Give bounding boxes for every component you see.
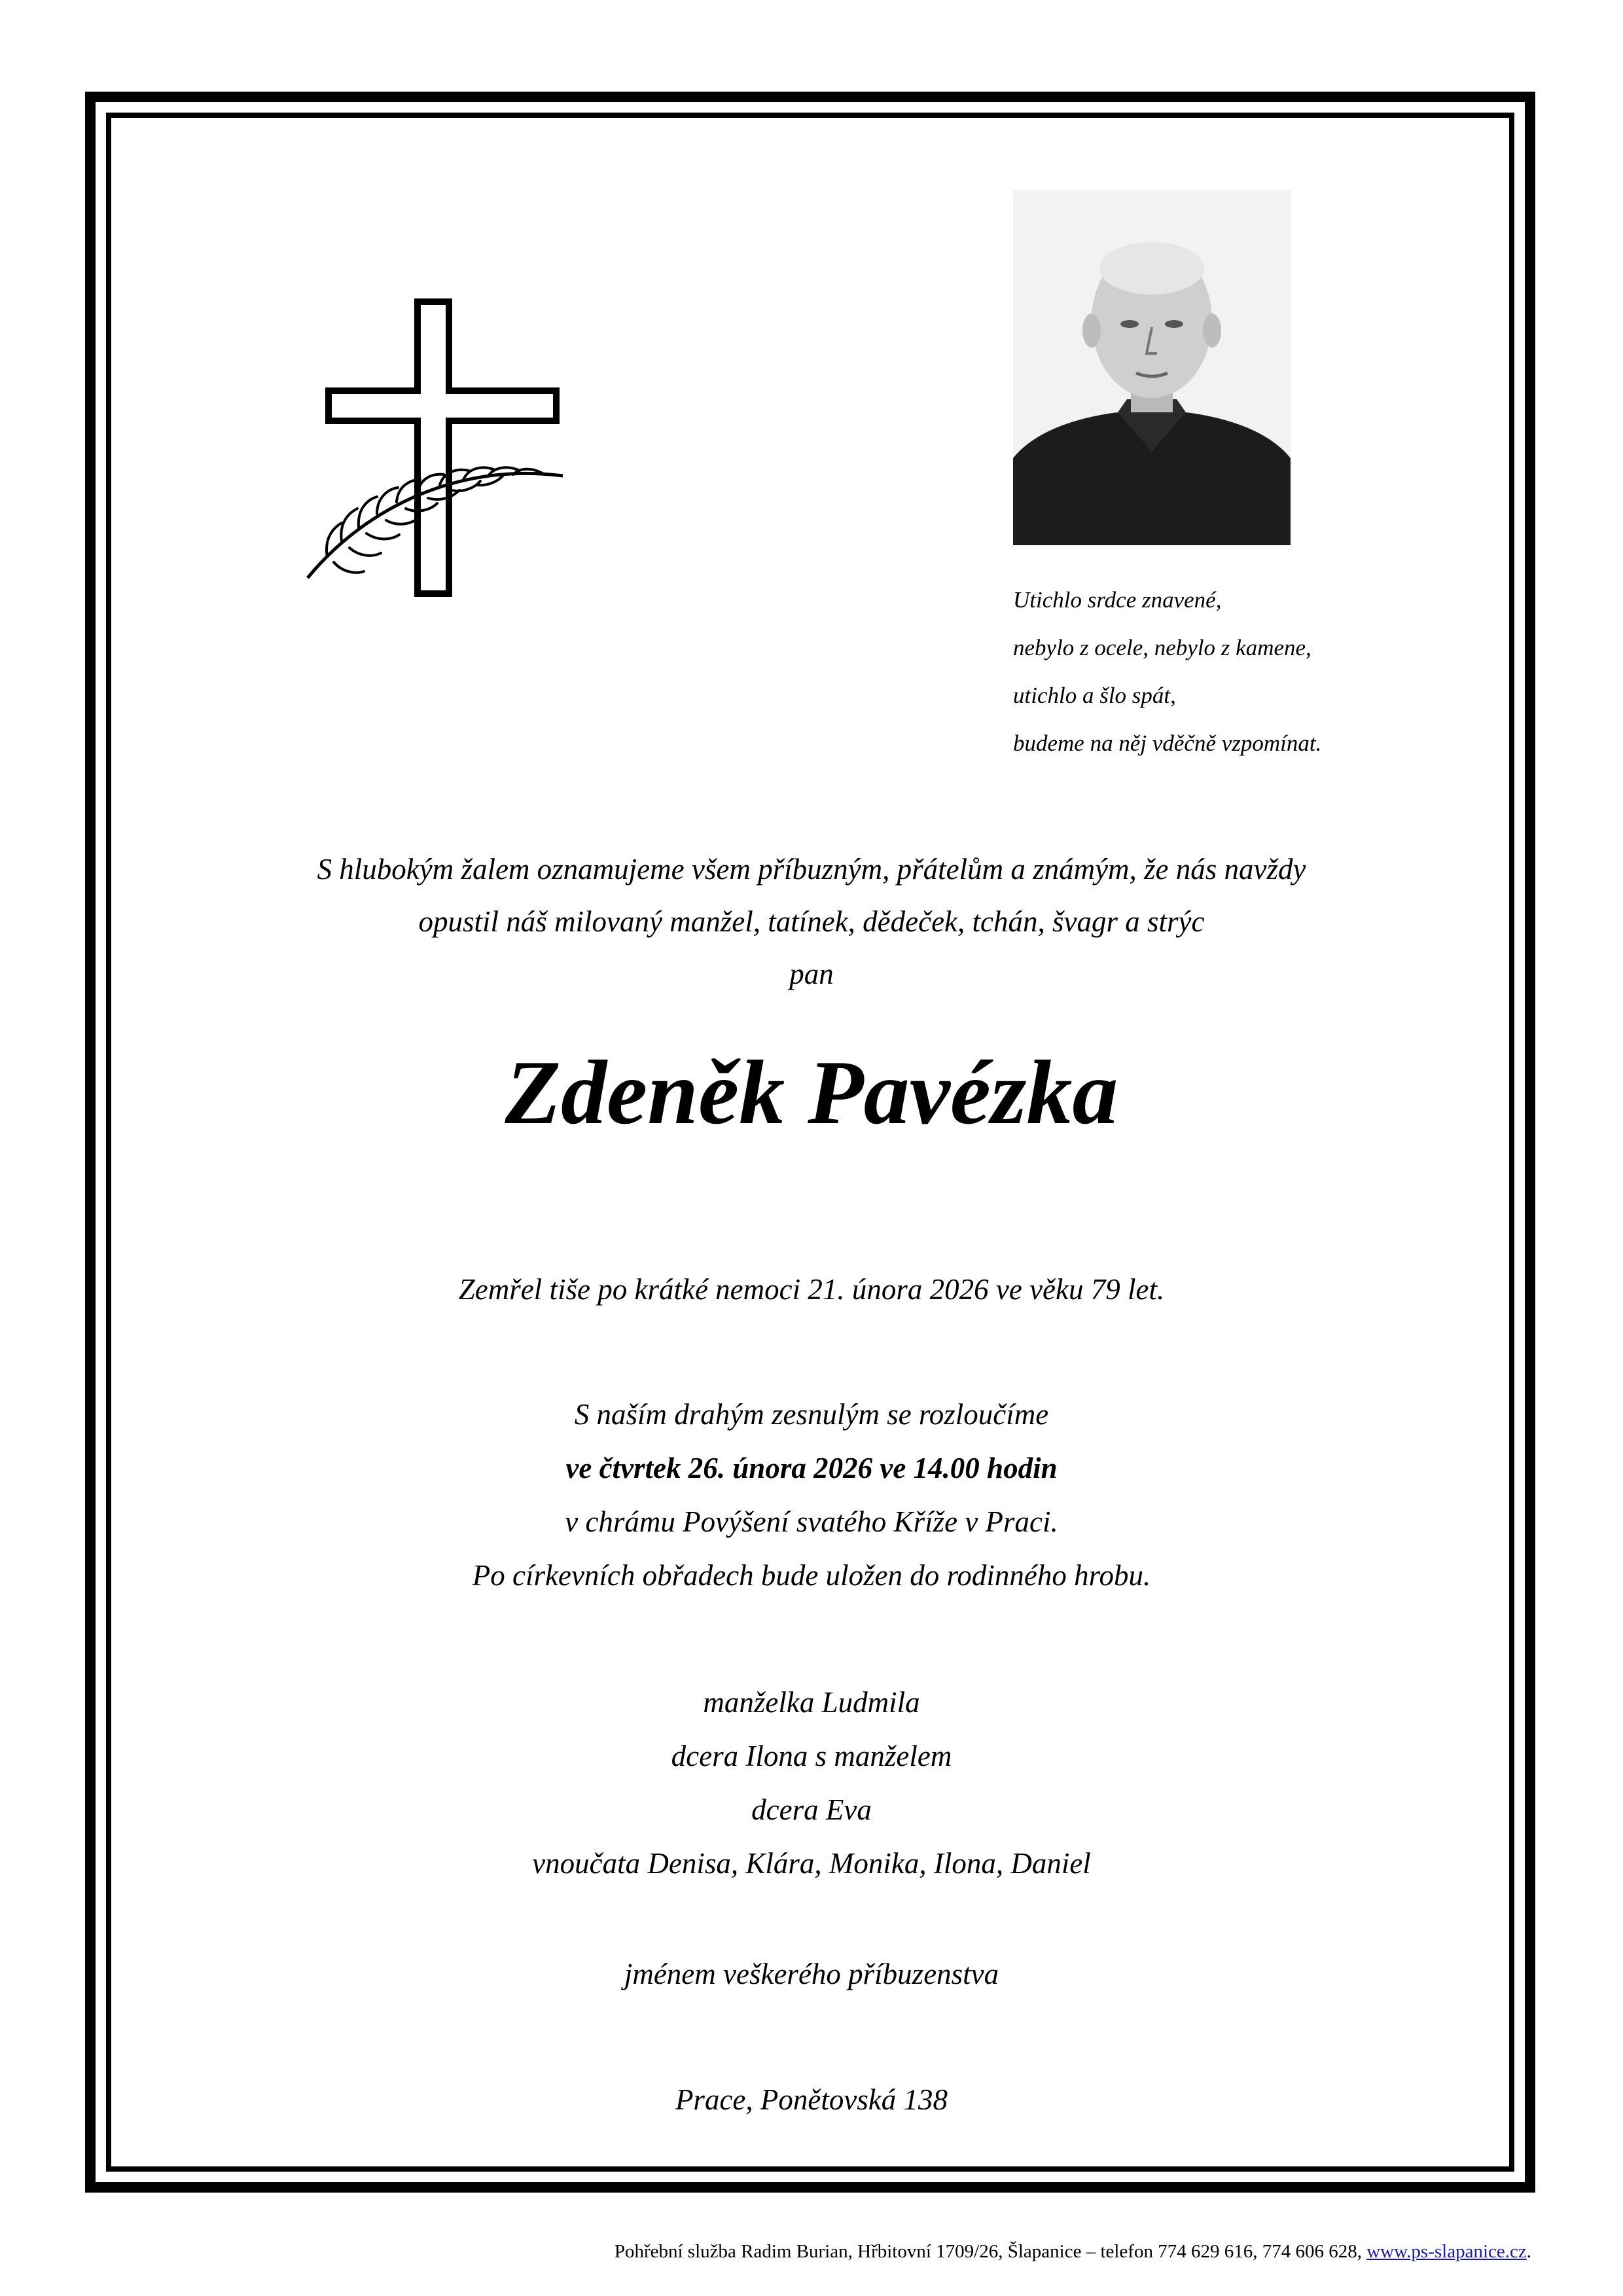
poem-line: nebylo z ocele, nebylo z kamene, [1013, 635, 1311, 660]
family-member: dcera Eva [751, 1793, 872, 1826]
on-behalf-of-relatives: jménem veškerého příbuzenstva [624, 1958, 999, 1990]
intro-line: S hlubokým žalem oznamujeme všem příbuzným, přátelům a známým, že nás navždy [317, 853, 1306, 886]
announcement-intro [111, 843, 1512, 1000]
family-member: dcera Ilona s manželem [671, 1740, 952, 1772]
poem-line: budeme na něj vděčně vzpomínat. [1013, 730, 1322, 756]
intro-line: pan [789, 958, 834, 990]
poem-line: utichlo a šlo spát, [1013, 683, 1176, 708]
family-member: vnoučata Denisa, Klára, Monika, Ilona, Daniel [532, 1847, 1091, 1880]
family-member: manželka Ludmila [703, 1686, 920, 1719]
cross-with-palm-branch-icon [301, 298, 589, 605]
footer-end: . [1526, 2241, 1531, 2262]
portrait-photo [1013, 190, 1291, 545]
farewell-details [111, 1388, 1512, 1602]
funeral-service-footer [458, 2238, 1531, 2265]
farewell-date-time: ve čtvrtek 26. února 2026 ve 14.00 hodin [565, 1452, 1058, 1484]
poem-line: Utichlo srdce znavené, [1013, 587, 1222, 613]
deceased-name: Zdeněk Pavézka [505, 1042, 1118, 1143]
memorial-poem [1013, 576, 1471, 767]
family-members [111, 1676, 1512, 1890]
family-address: Prace, Ponětovská 138 [675, 2083, 948, 2116]
farewell-line: S naším drahým zesnulým se rozloučíme [574, 1398, 1049, 1431]
death-notice-line: Zemřel tiše po krátké nemoci 21. února 2026 ve věku 79 let. [458, 1273, 1165, 1306]
footer-text: Pohřební služba Radim Burian, Hřbitovní 1709/26, Šlapanice – telefon 774 629 616, 774 606 628, [614, 2241, 1362, 2262]
intro-line: opustil náš milovaný manžel, tatínek, dědeček, tchán, švagr a strýc [418, 905, 1205, 938]
funeral-service-website-link[interactable]: www.ps-slapanice.cz [1366, 2241, 1527, 2262]
farewell-burial: Po církevních obřadech bude uložen do rodinného hrobu. [472, 1559, 1151, 1592]
farewell-place: v chrámu Povýšení svatého Kříže v Praci. [565, 1505, 1058, 1538]
